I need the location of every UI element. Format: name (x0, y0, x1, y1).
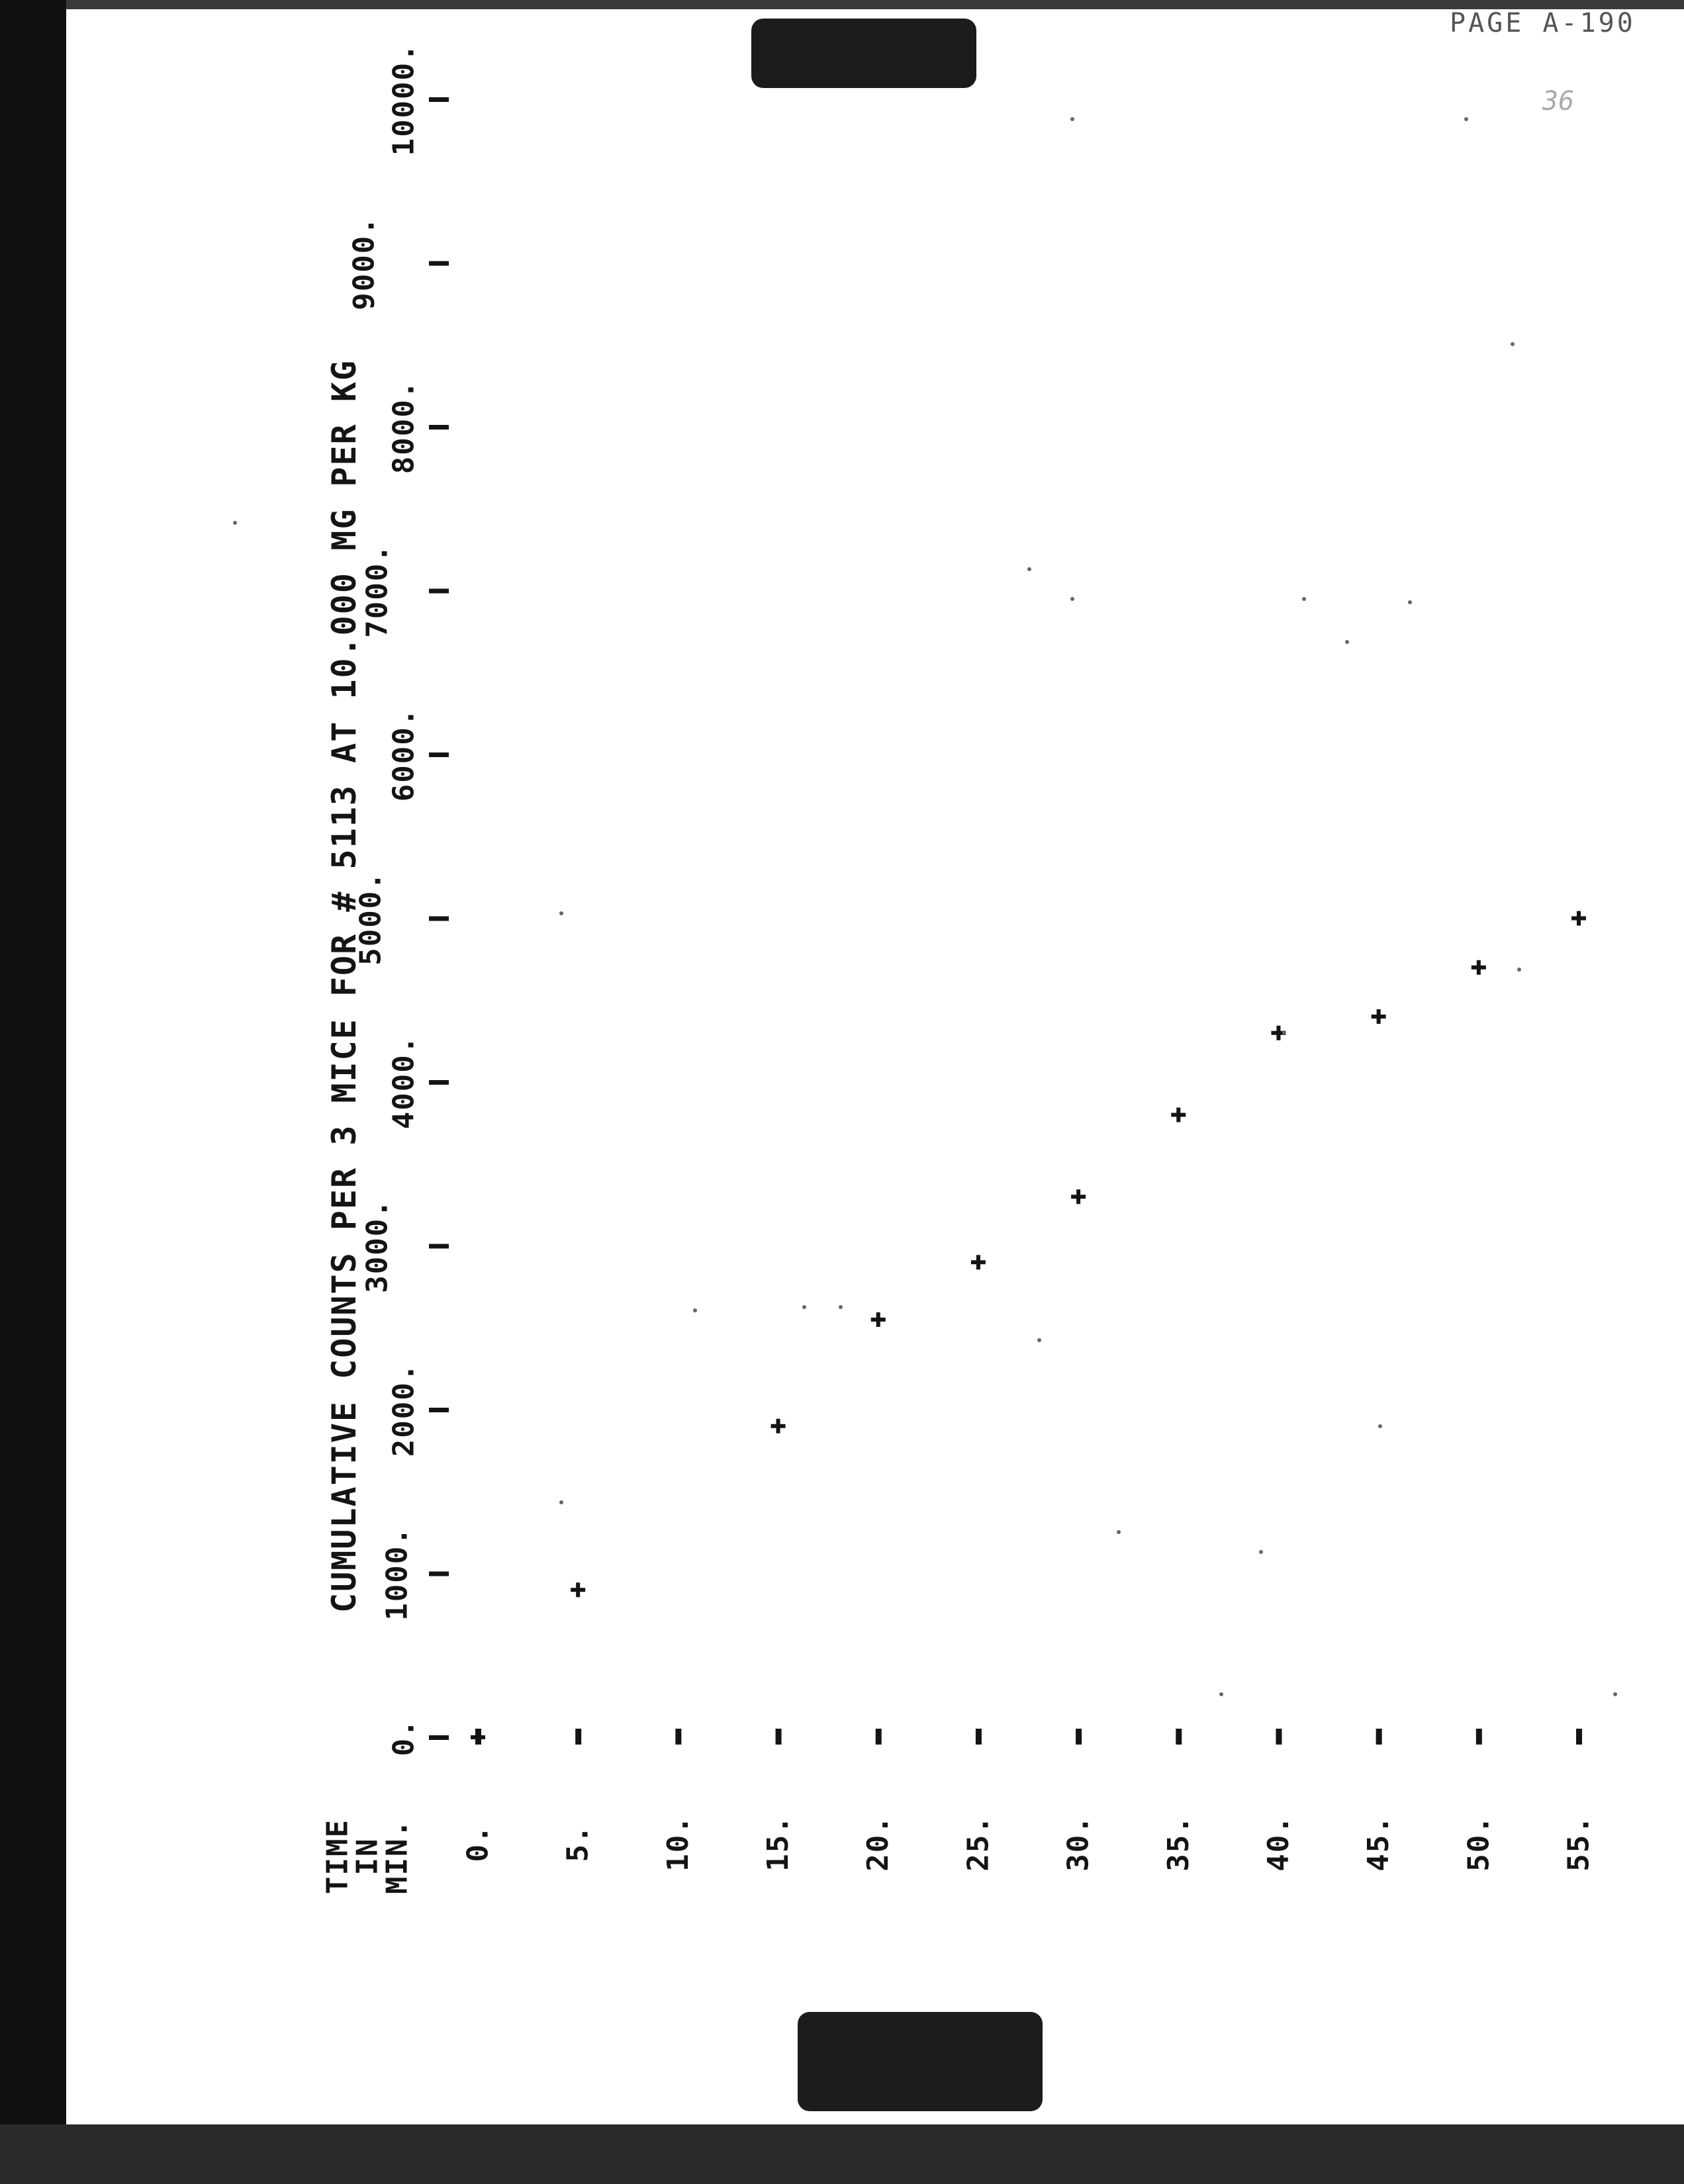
time-tick-label: 5. (561, 1824, 595, 1862)
data-point-stroke-v (1176, 1108, 1180, 1122)
count-tick-mark (429, 1408, 449, 1412)
count-tick-label: 3000. (360, 1199, 395, 1293)
time-tick-label: 20. (861, 1815, 896, 1872)
scan-speck (1259, 1550, 1263, 1554)
scan-speck (1037, 1338, 1041, 1342)
time-row-marker (1276, 1729, 1282, 1745)
time-row-marker (1076, 1729, 1082, 1745)
count-tick-label: 4000. (387, 1034, 421, 1130)
data-point (1071, 1189, 1086, 1204)
scan-speck (1117, 1530, 1121, 1534)
scan-speck (1027, 567, 1031, 571)
data-point-stroke-v (776, 1419, 780, 1433)
scan-speck (1517, 968, 1521, 972)
data-point (571, 1582, 585, 1597)
time-axis-label-line: MIN. (380, 1819, 414, 1894)
data-point-stroke-v (1276, 1026, 1280, 1040)
time-tick-label: 50. (1462, 1815, 1496, 1872)
scan-speck (1464, 117, 1468, 121)
count-tick-mark (429, 917, 449, 921)
data-point (1472, 960, 1486, 975)
scan-speck (1613, 1692, 1617, 1696)
scan-speck (233, 521, 237, 525)
data-point-stroke-v (1577, 911, 1581, 926)
time-row-marker (776, 1729, 782, 1745)
time-row-marker (1576, 1729, 1582, 1745)
time-tick-label: 55. (1562, 1815, 1596, 1872)
data-point (1372, 1009, 1386, 1024)
data-point-stroke-v (976, 1255, 980, 1269)
time-row-marker (575, 1729, 581, 1745)
scan-speck (839, 1305, 843, 1309)
time-tick-label: 45. (1362, 1815, 1396, 1872)
time-row-marker (1176, 1729, 1182, 1745)
handwritten-page-number: 36 (1542, 86, 1575, 116)
scan-speck (1282, 1030, 1286, 1034)
time-tick-label: 35. (1161, 1815, 1195, 1872)
scan-speck (1302, 597, 1306, 601)
time-tick-label: 15. (761, 1815, 796, 1872)
time-row-marker (976, 1729, 982, 1745)
count-tick-mark (429, 1080, 449, 1085)
data-point (471, 1730, 485, 1745)
count-tick-label: 7000. (360, 543, 395, 638)
scan-speck (1219, 1692, 1223, 1696)
count-tick-mark (429, 1735, 449, 1740)
data-point-stroke-v (1076, 1189, 1080, 1204)
count-tick-mark (429, 1572, 449, 1576)
time-axis-label-line: TIME (320, 1819, 355, 1894)
count-tick-label: 8000. (387, 379, 421, 475)
time-row-marker (1376, 1729, 1382, 1745)
data-point-stroke-v (576, 1582, 580, 1597)
scan-speck (802, 1305, 806, 1309)
scan-speck (1070, 597, 1074, 601)
data-point-stroke-v (1477, 960, 1481, 975)
data-point-stroke-v (1377, 1009, 1381, 1024)
count-tick-mark (429, 261, 449, 266)
count-tick-mark (429, 589, 449, 594)
data-point-stroke-v (876, 1312, 880, 1327)
data-point (871, 1312, 886, 1327)
time-row-marker (1476, 1729, 1482, 1745)
data-point (1171, 1108, 1186, 1122)
count-tick-label: 6000. (387, 707, 421, 802)
scan-speck (1378, 1424, 1382, 1428)
count-tick-mark (429, 1244, 449, 1249)
count-tick-mark (429, 752, 449, 757)
data-point (771, 1419, 786, 1433)
scan-speck (1345, 640, 1349, 644)
scan-speck (1408, 600, 1412, 604)
time-tick-label: 30. (1061, 1815, 1096, 1872)
time-tick-label: 25. (961, 1815, 996, 1872)
time-tick-label: 10. (661, 1815, 695, 1872)
time-tick-label: 0. (461, 1824, 495, 1862)
scan-speck (1511, 342, 1515, 346)
count-tick-label: 2000. (387, 1362, 421, 1457)
count-tick-label: 1000. (380, 1526, 414, 1621)
count-tick-label: 0. (387, 1718, 421, 1756)
page-label: PAGE A-190 (1450, 8, 1636, 38)
scan-speck (693, 1308, 697, 1312)
scan-speck (559, 911, 563, 915)
time-tick-label: 40. (1261, 1815, 1295, 1872)
time-row-marker (876, 1729, 882, 1745)
count-tick-label: 9000. (347, 216, 381, 310)
time-row-marker (675, 1729, 681, 1745)
time-axis-label-line: IN (350, 1837, 385, 1876)
scan-speck (559, 1500, 563, 1504)
data-point (971, 1255, 986, 1269)
data-point (1571, 911, 1586, 926)
data-point-stroke-v (476, 1730, 480, 1745)
count-tick-label: 10000. (387, 42, 421, 156)
count-tick-mark (429, 425, 449, 430)
scan-speck (1070, 117, 1074, 121)
count-tick-label: 5000. (353, 871, 388, 966)
chart-title: CUMULATIVE COUNTS PER 3 MICE FOR # 5113 AT 10.000 MG PER KG (325, 359, 363, 1614)
count-tick-mark (429, 97, 449, 102)
